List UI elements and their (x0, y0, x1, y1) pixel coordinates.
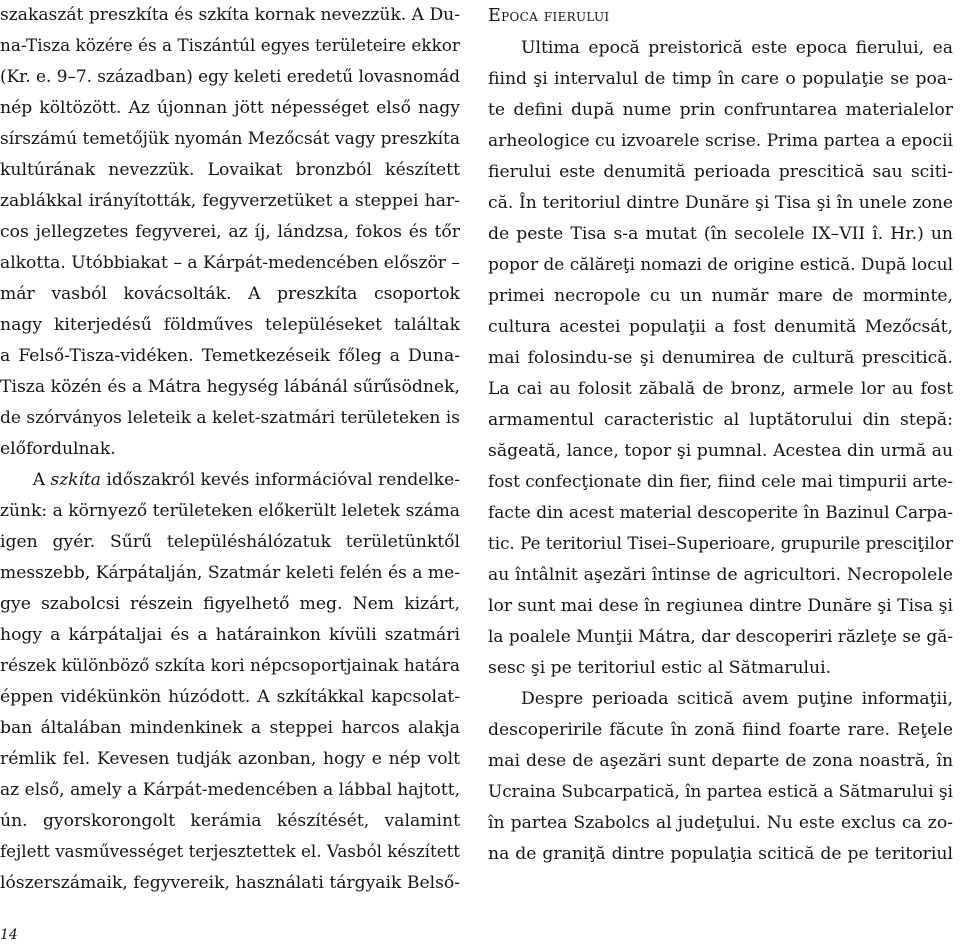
hungarian-text-column (0, 0, 462, 899)
romanian-text-column (488, 0, 958, 870)
text-line: fost confecţionate din fier, fiind cele mai timpurii arte- (488, 472, 953, 492)
text-line: de szórványos leleteik a kelet-szatmári területeken is (0, 408, 460, 428)
text-line: La cai au folosit zăbală de bronz, armele lor au fost (488, 379, 953, 399)
text-line: la poalele Munţii Mátra, dar descoperiri răzleţe se gă- (488, 627, 954, 647)
text-line: tic. Pe teritoriul Tisei–Superioare, grupurile presciţilor (488, 534, 954, 554)
text-line: részek különböző szkíta kori népcsoportjainak határa (0, 656, 461, 676)
text-line: az első, amely a Kárpát-medencében a lábbal hajtott, (0, 780, 461, 800)
text-line: de peste Tisa s-a mutat (în secolele IX–VII î. Hr.) un (488, 224, 953, 244)
text-line: mai dese de aşezări sunt departe de zona noastră, în (488, 751, 954, 771)
text-line: popor de călăreţi nomazi de origine estică. După locul (488, 255, 954, 275)
text-line: (Kr. e. 9–7. században) egy keleti eredetű lovasnomád (0, 67, 461, 87)
text-line: nagy kiterjedésű földműves településeket találtak (0, 315, 460, 335)
text-line: na de graniţă dintre populaţia scitică de pe teritoriul (488, 844, 953, 864)
text-line: armamentul caracteristic al luptătorului din stepă: (488, 410, 953, 430)
text-line: sírszámú temetőjük nyomán Mezőcsát vagy preszkíta (0, 129, 460, 149)
text-line: kultúrának nevezzük. Lovaikat bronzból készített (0, 160, 461, 180)
text-line: săgeată, lance, topor şi pumnal. Acestea din urmă au (488, 441, 954, 461)
text-line: primei necropole cu un număr mare de morminte, (488, 286, 953, 306)
text-line: zünk: a környező területeken előkerült leletek száma (0, 501, 461, 521)
text-line: fiind şi intervalul de timp în care o populaţie se poa- (488, 69, 953, 89)
text-line: fejlett vasművességet terjesztettek el. Vasból készített (0, 842, 461, 862)
text-line: au întâlnit aşezări întinse de agricultori. Necropolele (488, 565, 954, 585)
text-line: szakaszát preszkíta és szkíta kornak nevezzük. A Du- (0, 5, 460, 25)
text-line: zablákkal irányították, fegyverzetüket a steppei har- (0, 191, 460, 211)
text-line: hogy a kárpátaljai és a határainkon kívüli szatmári (0, 625, 461, 645)
text-line: A szkíta időszakról kevés információval rendelke- (32, 470, 460, 490)
text-line: fierului este denumită perioada prescitică sau sciti- (488, 162, 953, 182)
text-line: igen gyér. Sűrű településhálózatuk területünktől (0, 532, 461, 552)
text-line: Ucraina Subcarpatică, în partea estică a Sătmarului şi (488, 782, 953, 802)
text-line: în partea Szabolcs al judeţului. Nu este exclus ca zo- (488, 813, 953, 833)
text-line: facte din acest material descoperite în Bazinul Carpa- (488, 503, 953, 523)
text-line: éppen vidékünkön húzódott. A szkítákkal kapcsolat- (0, 687, 461, 707)
text-line: előfordulnak. (0, 439, 116, 459)
text-line: Ultima epocă preistorică este epoca fierului, ea (521, 38, 953, 58)
text-line: ún. gyorskorongolt kerámia készítését, valamint (0, 811, 460, 831)
text-line: că. În teritoriul dintre Dunăre şi Tisa şi în unele zone (488, 193, 954, 213)
text-line: nép költözött. Az újonnan jött népességet első nagy (0, 98, 461, 118)
text-line: cultura acestei populaţii a fost denumită Mezőcsát, (488, 317, 953, 337)
romanian-paragraphs (488, 33, 958, 870)
text-line: a Felső-Tisza-vidéken. Temetkezéseik főleg a Duna- (0, 346, 461, 366)
text-line: messzebb, Kárpátalján, Szatmár keleti felén és a me- (0, 563, 461, 583)
text-line: ban általában mindenkinek a steppei harcos alakja (0, 718, 460, 738)
page-number: 14 (0, 927, 18, 943)
text-line: arheologice cu izvoarele scrise. Prima partea a epocii (488, 131, 954, 151)
text-line: gye szabolcsi részein figyelhető meg. Nem kizárt, (0, 594, 461, 614)
text-line: lor sunt mai dese în regiunea dintre Dunăre şi Tisa şi (488, 596, 953, 616)
italic-term: szkíta (50, 470, 101, 490)
text-line: cos jellegzetes fegyverei, az íj, lándzsa, fokos és tőr (0, 222, 460, 242)
text-line: mai folosindu-se şi denumirea de cultură prescitică. (488, 348, 953, 368)
text-line: már vasból kovácsolták. A preszkíta csoportok (0, 284, 460, 304)
text-line: rémlik fel. Kevesen tudják azonban, hogy e nép volt (0, 749, 461, 769)
text-line: descoperirile făcute în zonă fiind foarte rare. Reţele (488, 720, 954, 740)
hungarian-paragraphs (0, 0, 462, 899)
text-line: te defini după nume prin confruntarea materialelor (488, 100, 953, 120)
text-line: alkotta. Utóbbiakat – a Kárpát-medencében először – (0, 253, 460, 273)
text-line: sesc şi pe teritoriul estic al Sătmarului. (488, 658, 832, 678)
text-line: na-Tisza közére és a Tiszántúl egyes területeire ekkor (0, 36, 460, 56)
text-line: Despre perioada scitică avem puţine informaţii, (521, 689, 953, 709)
text-line: lószerszámaik, fegyvereik, használati tárgyaik Belső- (0, 873, 461, 893)
section-heading: Epoca fierului (488, 6, 610, 26)
text-line: Tisza közén és a Mátra hegység lábánál sűrűsödnek, (0, 377, 460, 397)
